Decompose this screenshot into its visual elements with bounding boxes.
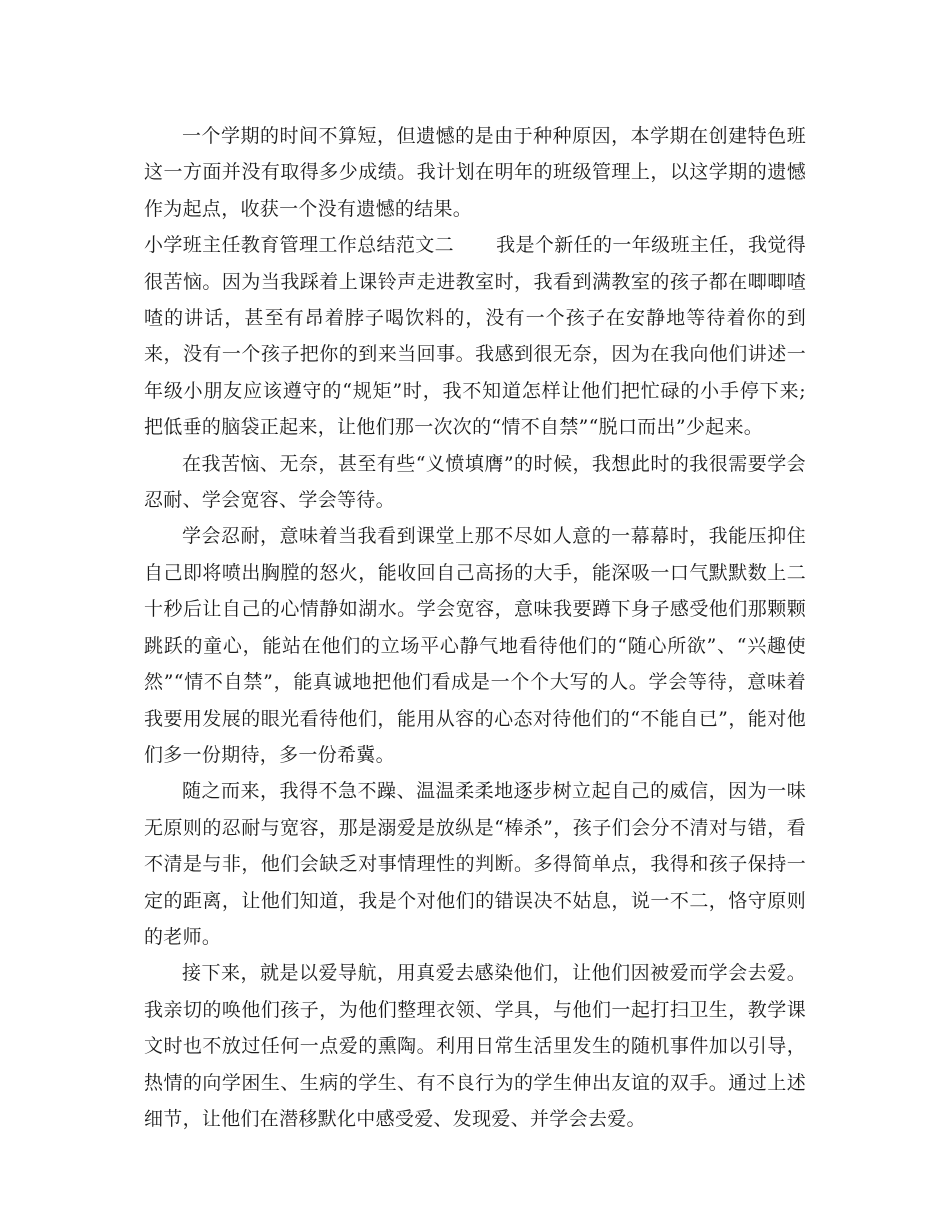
document-body	[144, 118, 806, 1137]
paragraph-2-text: 我是个新任的一年级班主任，我觉得很苦恼。因为当我踩着上课铃声走进教室时，我看到满教室的孩子都在唧唧喳喳的讲话，甚至有昂着脖子喝饮料的，没有一个孩子在安静地等待着你的到来，没有一个孩子把你的到来当回事。我感到很无奈，因为在我向他们讲述一年级小朋友应该遵守的“规矩”时，我不知道怎样让他们把忙碌的小手停下来;把低垂的脑袋正起来，让他们那一次次的“情不自禁”“脱口而出”少起来。	[144, 234, 806, 439]
paragraph-6	[144, 955, 806, 1137]
paragraph-4-text: 学会忍耐，意味着当我看到课堂上那不尽如人意的一幕幕时，我能压抑住自己即将喷出胸膛的怒火，能收回自己高扬的大手，能深吸一口气默默数上二十秒后让自己的心情静如湖水。学会宽容，意味我要蹲下身子感受他们那颗颗跳跃的童心，能站在他们的立场平心静气地看待他们的“随心所欲”、“兴趣使然”“情不自禁”，能真诚地把他们看成是一个个大写的人。学会等待，意味着我要用发展的眼光看待他们，能用从容的心态对待他们的“不能自已”，能对他们多一份期待，多一份希冀。	[144, 525, 806, 766]
paragraph-5-text: 随之而来，我得不急不躁、温温柔柔地逐步树立起自己的威信，因为一味无原则的忍耐与宽容，那是溺爱是放纵是“棒杀”，孩子们会分不清对与错，看不清是与非，他们会缺乏对事情理性的判断。多得简单点，我得和孩子保持一定的距离，让他们知道，我是个对他们的错误决不姑息，说一不二，恪守原则的老师。	[144, 780, 806, 948]
paragraph-4	[144, 518, 806, 773]
paragraph-5	[144, 773, 806, 955]
paragraph-2	[144, 227, 806, 445]
paragraph-3-text: 在我苦恼、无奈，甚至有些“义愤填膺”的时候，我想此时的我很需要学会忍耐、学会宽容、学会等待。	[144, 452, 806, 512]
paragraph-6-text: 接下来，就是以爱导航，用真爱去感染他们，让他们因被爱而学会去爱。我亲切的唤他们孩子，为他们整理衣领、学具，与他们一起打扫卫生，教学课文时也不放过任何一点爱的熏陶。利用日常生活里发生的随机事件加以引导，热情的向学困生、生病的学生、有不良行为的学生伸出友谊的双手。通过上述细节，让他们在潜移默化中感受爱、发现爱、并学会去爱。	[144, 962, 806, 1130]
paragraph-1-text: 一个学期的时间不算短，但遗憾的是由于种种原因，本学期在创建特色班这一方面并没有取得多少成绩。我计划在明年的班级管理上，以这学期的遗憾作为起点，收获一个没有遗憾的结果。	[144, 125, 806, 220]
paragraph-1	[144, 118, 806, 227]
section-heading: 小学班主任教育管理工作总结范文二	[144, 234, 454, 257]
paragraph-3	[144, 446, 806, 519]
